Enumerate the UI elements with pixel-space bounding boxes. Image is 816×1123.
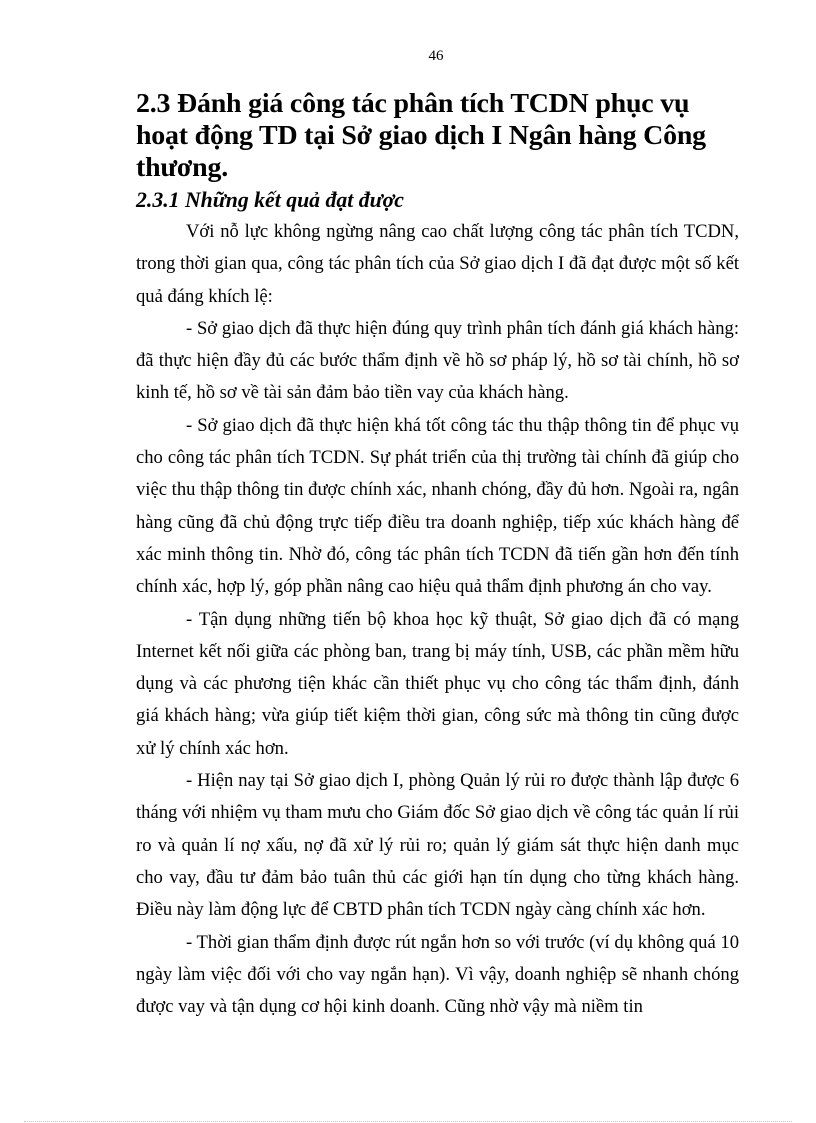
subsection-heading: 2.3.1 Những kết quả đạt được (136, 188, 404, 212)
paragraph-process: - Sở giao dịch đã thực hiện đúng quy trình phân tích đánh giá khách hàng: đã thực hiện đầy đủ các bước thẩm định về hồ sơ pháp lý, hồ sơ tài chính, hồ sơ kinh tế, hồ sơ về tài sản đảm bảo tiền vay của khách hàng. (136, 317, 739, 404)
page-bottom-divider (24, 1121, 792, 1122)
paragraph-information: - Sở giao dịch đã thực hiện khá tốt công tác thu thập thông tin để phục vụ cho công tác phân tích TCDN. Sự phát triển của thị trường tài chính đã giúp cho việc thu thập thông tin được chính xác, nhanh chóng, đầy đủ hơn. Ngoài ra, ngân hàng cũng đã chủ động trực tiếp điều tra doanh nghiệp, tiếp xúc khách hàng để xác minh thông tin. Nhờ đó, công tác phân tích TCDN đã tiến gần hơn đến tính chính xác, hợp lý, góp phần nâng cao hiệu quả thẩm định phương án cho vay. (136, 414, 739, 598)
document-body (136, 88, 739, 1023)
paragraph-technology: - Tận dụng những tiến bộ khoa học kỹ thuật, Sở giao dịch đã có mạng Internet kết nối giữa các phòng ban, trang bị máy tính, USB, các phần mềm hữu dụng và các phương tiện khác cần thiết phục vụ cho công tác thẩm định, đánh giá khách hàng; vừa giúp tiết kiệm thời gian, công sức mà thông tin cũng được xử lý chính xác hơn. (136, 608, 739, 759)
paragraph-risk-management: - Hiện nay tại Sở giao dịch I, phòng Quản lý rủi ro được thành lập được 6 tháng với nhiệm vụ tham mưu cho Giám đốc Sở giao dịch về công tác quản lí rủi ro và quản lí nợ xấu, nợ đã xử lý rủi ro; quản lý giám sát thực hiện danh mục cho vay, đầu tư đảm bảo tuân thủ các giới hạn tín dụng cho từng khách hàng. Điều này làm động lực để CBTD phân tích TCDN ngày càng chính xác hơn. (136, 770, 739, 921)
page-number: 46 (428, 48, 444, 64)
paragraph-appraisal-time: - Thời gian thẩm định được rút ngắn hơn so với trước (ví dụ không quá 10 ngày làm việc đối với cho vay ngắn hạn). Vì vậy, doanh nghiệp sẽ nhanh chóng được vay và tận dụng cơ hội kinh doanh. Cũng nhờ vậy mà niềm tin (136, 931, 739, 1018)
section-heading: 2.3 Đánh giá công tác phân tích TCDN phục vụ hoạt động TD tại Sở giao dịch I Ngân hàng Công thương. (136, 88, 706, 183)
paragraph-intro: Với nỗ lực không ngừng nâng cao chất lượng công tác phân tích TCDN, trong thời gian qua, công tác phân tích của Sở giao dịch I đã đạt được một số kết quả đáng khích lệ: (136, 221, 739, 307)
